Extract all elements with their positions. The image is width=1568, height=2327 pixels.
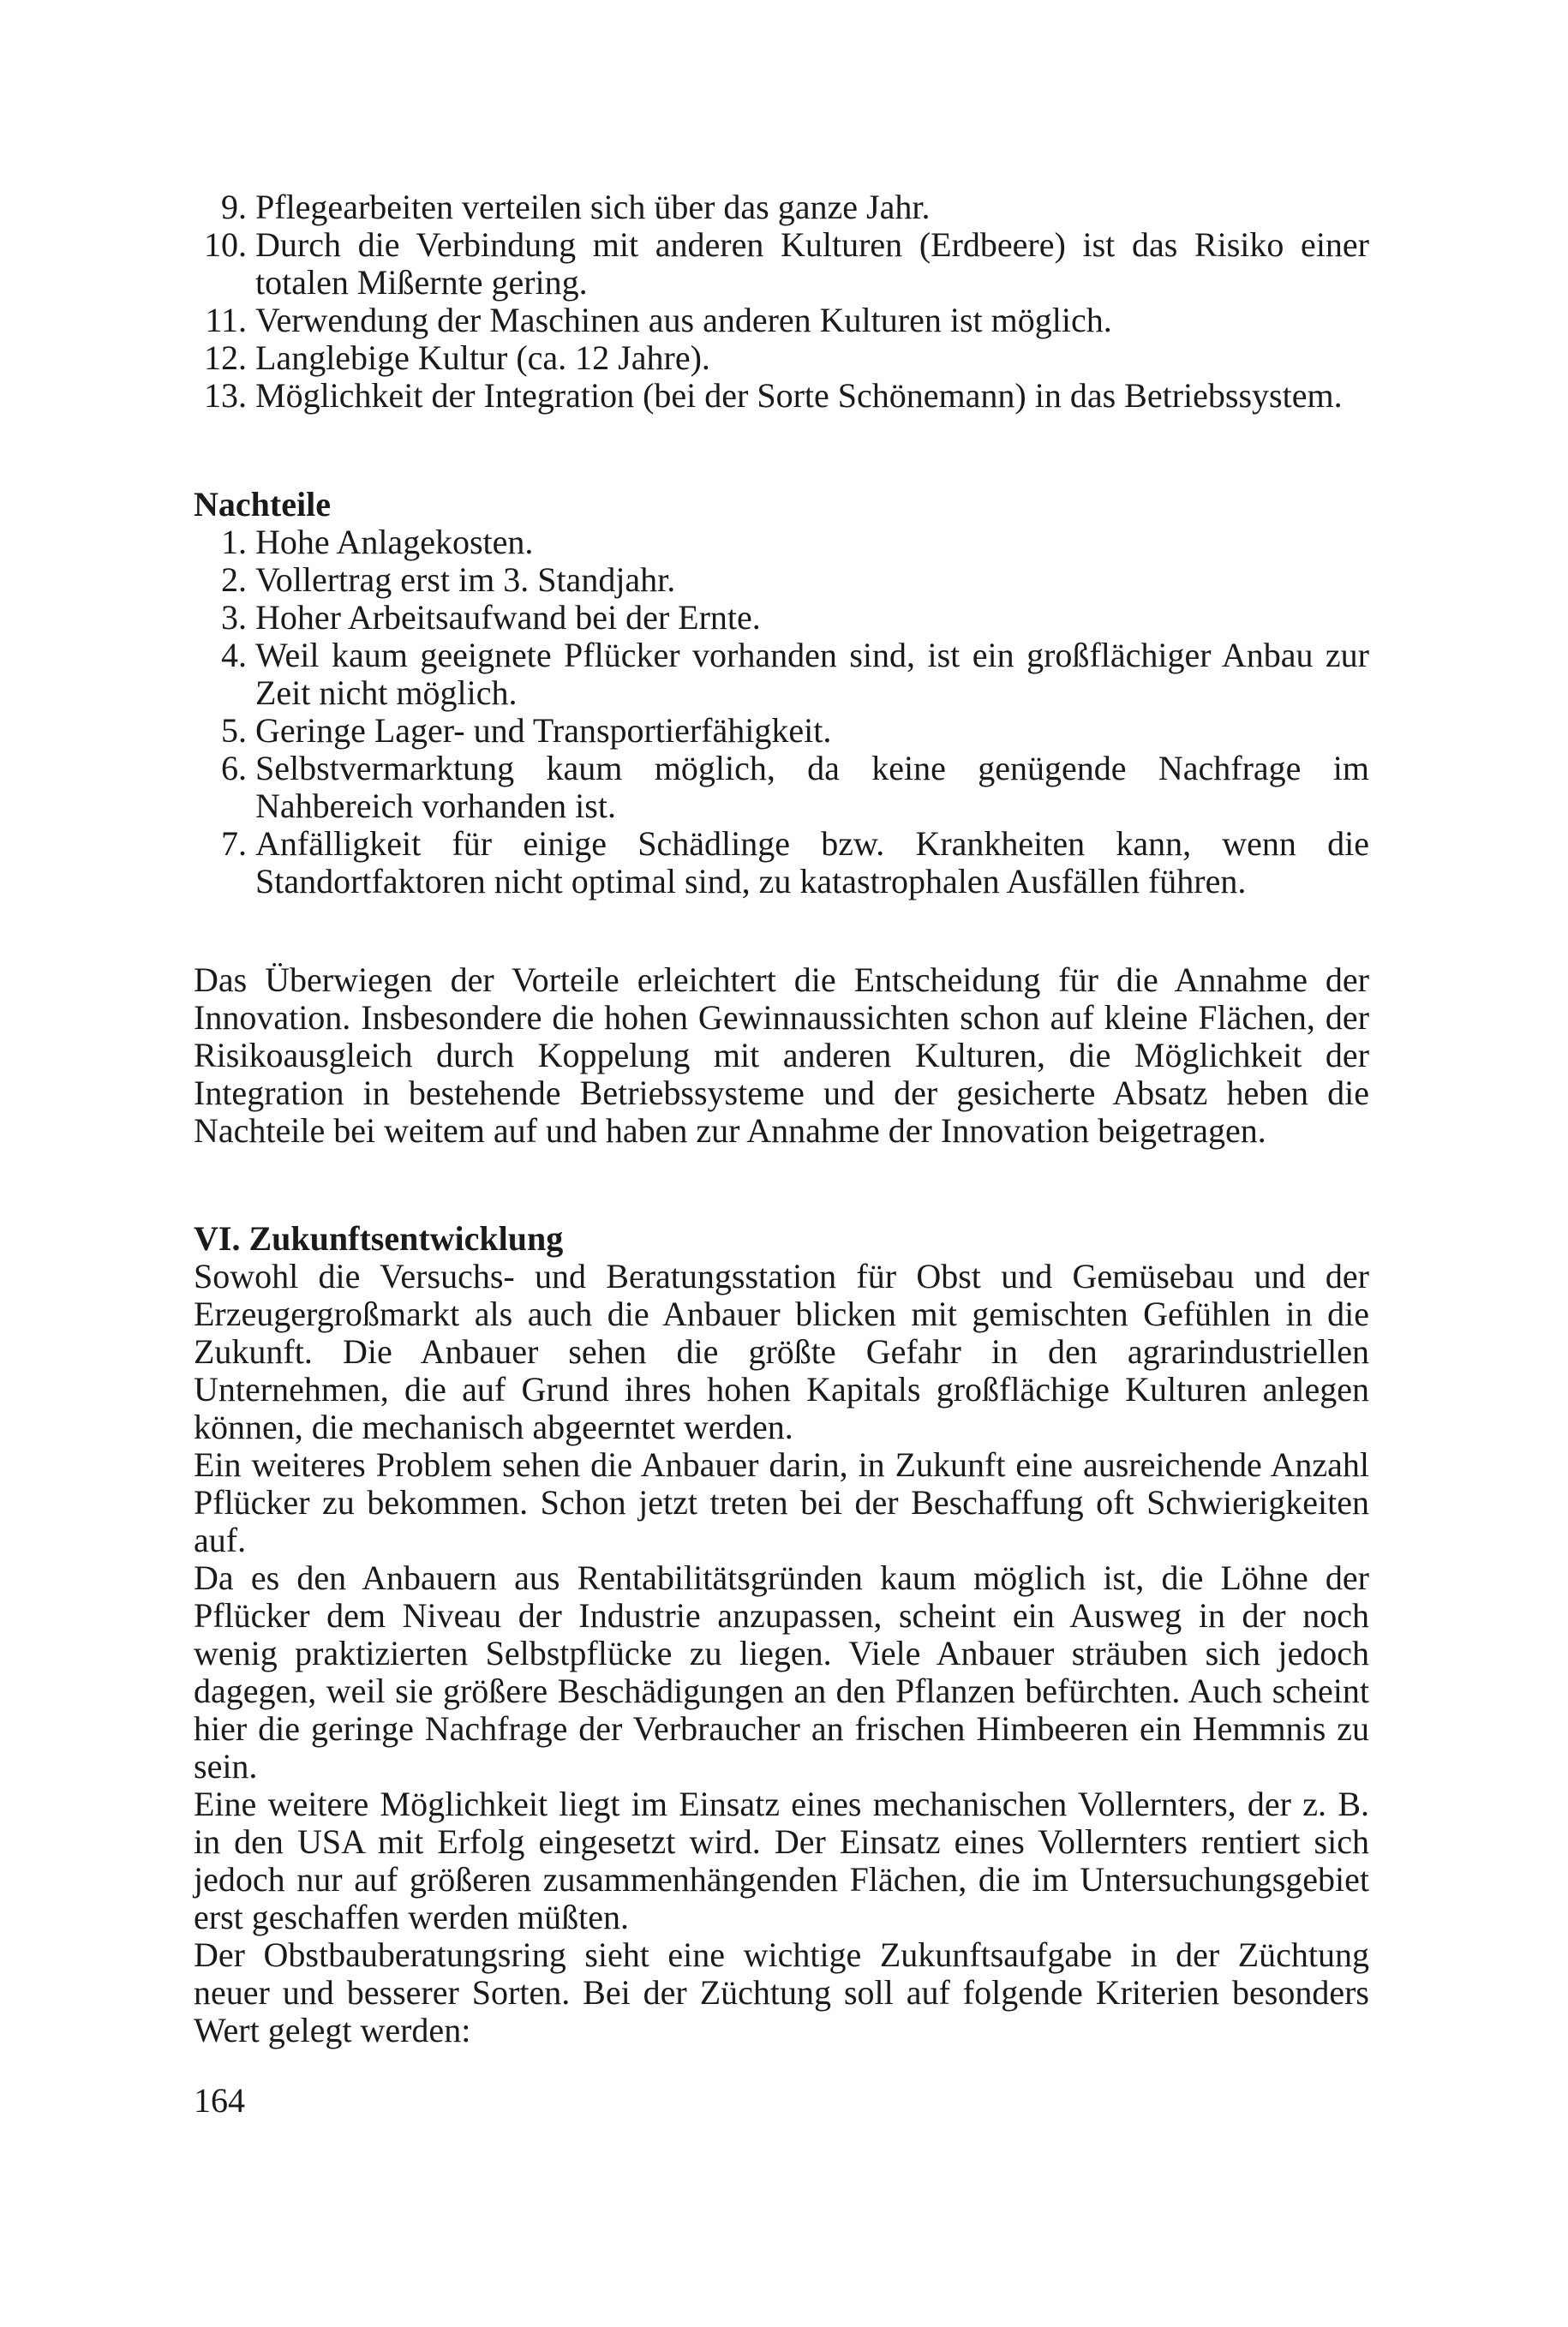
list-text: Vollertrag erst im 3. Standjahr. xyxy=(255,560,676,599)
list-item xyxy=(194,523,1369,561)
list-number: 3. xyxy=(221,598,247,637)
list-number: 4. xyxy=(221,636,247,674)
list-item xyxy=(194,599,1369,637)
list-text: Durch die Verbindung mit anderen Kulturen (Erdbeere) ist das Risiko einer totalen Mißernte gering. xyxy=(255,225,1369,302)
list-text: Möglichkeit der Integration (bei der Sorte Schönemann) in das Betriebssystem. xyxy=(255,376,1343,415)
list-number: 11. xyxy=(205,301,247,339)
list-text: Geringe Lager- und Transportierfähigkeit. xyxy=(255,711,832,750)
list-item xyxy=(194,188,1369,226)
section-vi xyxy=(194,1220,1369,2049)
list-number: 1. xyxy=(221,523,247,561)
list-item xyxy=(194,750,1369,825)
list-text: Selbstvermarktung kaum möglich, da keine genügende Nachfrage im Nahbereich vorhanden ist. xyxy=(255,749,1369,825)
list-text: Verwendung der Maschinen aus anderen Kulturen ist möglich. xyxy=(255,301,1112,339)
summary-section xyxy=(194,961,1369,1150)
summary-paragraph: Das Überwiegen der Vorteile erleichtert die Entscheidung für die Annahme der Innovation. Insbesondere die hohen Gewinnaussichten schon auf kleine Flächen, der Risikoausgleich durch Koppelung mit anderen Kulturen, die Möglichkeit der Integration in bestehende Betriebssysteme und der gesicherte Absatz heben die Nachteile bei weitem auf und haben zur Annahme der Innovation beigetragen. xyxy=(194,960,1369,1150)
advantages-list-continued xyxy=(194,188,1369,415)
list-text: Anfälligkeit für einige Schädlinge bzw. Krankheiten kann, wenn die Standortfaktoren nicht optimal sind, zu katastrophalen Ausfällen führen. xyxy=(255,824,1369,900)
list-number: 13. xyxy=(204,376,247,415)
section-vi-paragraph: Ein weiteres Problem sehen die Anbauer darin, in Zukunft eine ausreichende Anzahl Pflücker zu bekommen. Schon jetzt treten bei der Beschaffung oft Schwierigkeiten auf. xyxy=(194,1445,1369,1559)
list-text: Pflegearbeiten verteilen sich über das ganze Jahr. xyxy=(255,188,931,226)
list-item xyxy=(194,302,1369,339)
section-vi-paragraph: Sowohl die Versuchs- und Beratungsstation für Obst und Gemüsebau und der Erzeugergroßmarkt als auch die Anbauer blicken mit gemischten Gefühlen in die Zukunft. Die Anbauer sehen die größte Gefahr in den agrarindustriellen Unternehmen, die auf Grund ihres hohen Kapitals großflächige Kulturen anlegen können, die mechanisch abgeerntet werden. xyxy=(194,1257,1369,1446)
list-number: 2. xyxy=(221,560,247,599)
list-item xyxy=(194,712,1369,750)
list-number: 5. xyxy=(221,711,247,750)
list-number: 12. xyxy=(204,338,247,377)
section-vi-paragraph: Eine weitere Möglichkeit liegt im Einsatz eines mechanischen Vollernters, der z. B. in den USA mit Erfolg eingesetzt wird. Der Einsatz eines Vollernters rentiert sich jedoch nur auf größeren zusammenhängenden Flächen, die im Untersuchungsgebiet erst geschaffen werden müßten. xyxy=(194,1785,1369,1936)
section-vi-paragraph: Der Obstbauberatungsring sieht eine wichtige Zukunftsaufgabe in der Züchtung neuer und besserer Sorten. Bei der Züchtung soll auf folgende Kriterien besonders Wert gelegt werden: xyxy=(194,1935,1369,2049)
list-number: 10. xyxy=(204,225,247,264)
list-item xyxy=(194,377,1369,415)
list-number: 9. xyxy=(221,188,247,226)
list-item xyxy=(194,561,1369,599)
list-text: Hoher Arbeitsaufwand bei der Ernte. xyxy=(255,598,761,637)
list-number: 7. xyxy=(221,824,247,863)
list-text: Hohe Anlagekosten. xyxy=(255,523,534,561)
section-vi-heading: VI. Zukunftsentwicklung xyxy=(194,1219,564,1258)
list-item xyxy=(194,339,1369,377)
page-number: 164 xyxy=(194,2081,245,2120)
list-number: 6. xyxy=(221,749,247,787)
list-item xyxy=(194,637,1369,712)
list-item xyxy=(194,825,1369,900)
list-text: Langlebige Kultur (ca. 12 Jahre). xyxy=(255,338,710,377)
section-vi-paragraph: Da es den Anbauern aus Rentabilitätsgründen kaum möglich ist, die Löhne der Pflücker dem Niveau der Industrie anzupassen, scheint ein Ausweg in der noch wenig praktizierten Selbstpflücke zu liegen. Viele Anbauer sträuben sich jedoch dagegen, weil sie größere Beschädigungen an den Pflanzen befürchten. Auch scheint hier die geringe Nachfrage der Verbraucher an frischen Himbeeren ein Hemmnis zu sein. xyxy=(194,1558,1369,1786)
list-text: Weil kaum geeignete Pflücker vorhanden sind, ist ein großflächiger Anbau zur Zeit nicht möglich. xyxy=(255,636,1369,712)
list-item xyxy=(194,226,1369,302)
disadvantages-section xyxy=(194,486,1369,900)
disadvantages-heading: Nachteile xyxy=(194,485,331,523)
